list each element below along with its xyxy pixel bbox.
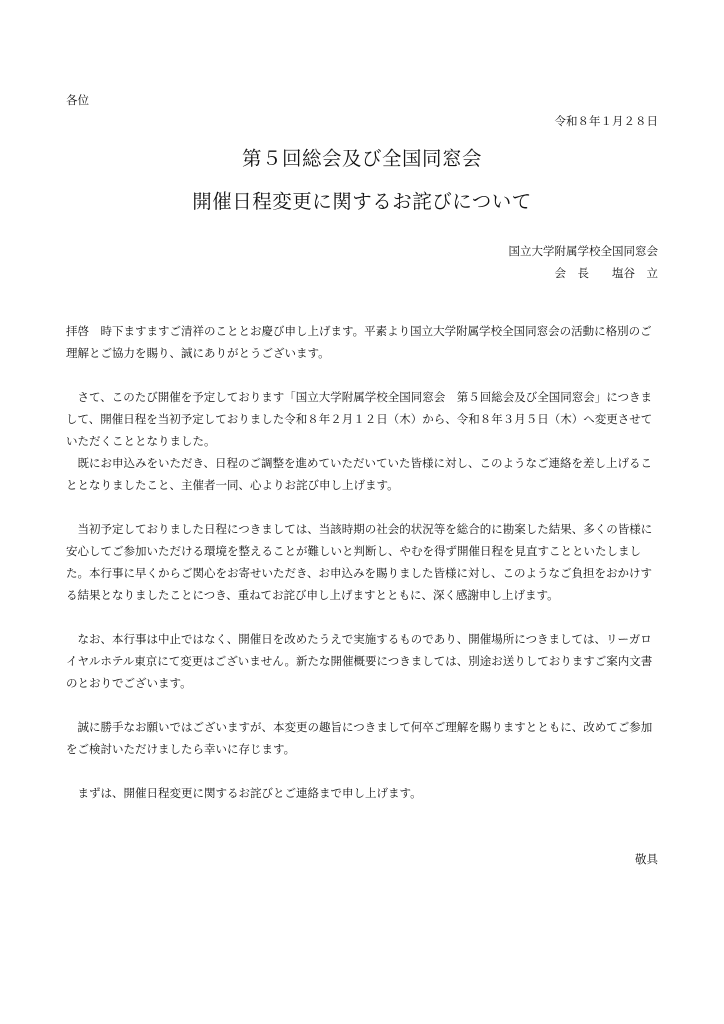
paragraph-greeting: 拝啓 時下ますますご清祥のこととお慶び申し上げます。平素より国立大学附属学校全国同窓会の活動に格別のご理解とご協力を賜り、誠にありがとうございます。 — [66, 324, 652, 360]
letter-body — [66, 320, 658, 826]
paragraph-venue: なお、本行事は中止ではなく、開催日を改めたうえで実施するものであり、開催場所につきましては、リーガロイヤルホテル東京にて変更はございません。新たな開催概要につきましては、別途お送りしておりますご案内文書のとおりでございます。 — [66, 632, 653, 690]
paragraph-reason: 当初予定しておりました日程につきましては、当該時期の社会的状況等を総合的に勘案した結果、多くの皆様に安心してご参加いただける環境を整えることが難しいと判断し、やむを得ず開催日程を見直すことといたしました。本行事に早くからご関心をお寄せいただき、お申込みを賜りました皆様に対し、このようなご負担をおかけする結果となりましたことにつき、重ねてお詫び申し上げますとともに、深く感謝申し上げます。 — [66, 522, 653, 602]
recipient: 各位 — [66, 93, 89, 107]
closing-word: 敬具 — [635, 852, 658, 866]
paragraph-apology: 既にお申込みをいただき、日程のご調整を進めていただいていた皆様に対し、このようなご連絡を差し上げることとなりましたこと、主催者一同、心よりお詫び申し上げます。 — [66, 456, 653, 492]
sender-signer: 会 長 塩谷 立 — [554, 266, 658, 280]
sender-organization: 国立大学附属学校全国同窓会 — [508, 244, 658, 258]
paragraph-conclusion: まずは、開催日程変更に関するお詫びとご連絡まで申し上げます。 — [66, 786, 422, 800]
paragraph-schedule-change: さて、このたび開催を予定しております「国立大学附属学校全国同窓会 第５回総会及び全国同窓会」につきまして、開催日程を当初予定しておりました令和８年２月１２日（木）から、令和８年３月５日（木）へ変更させていただくこととなりました。 — [66, 390, 653, 448]
paragraph-request: 誠に勝手なお願いではございますが、本変更の趣旨につきまして何卒ご理解を賜りますとともに、改めてご参加をご検討いただけましたら幸いに存じます。 — [66, 720, 653, 756]
title-line-1: 第５回総会及び全国同窓会 — [241, 147, 482, 170]
title-line-2: 開催日程変更に関するお詫びについて — [192, 190, 532, 213]
letter-date: 令和８年１月２８日 — [554, 114, 658, 128]
